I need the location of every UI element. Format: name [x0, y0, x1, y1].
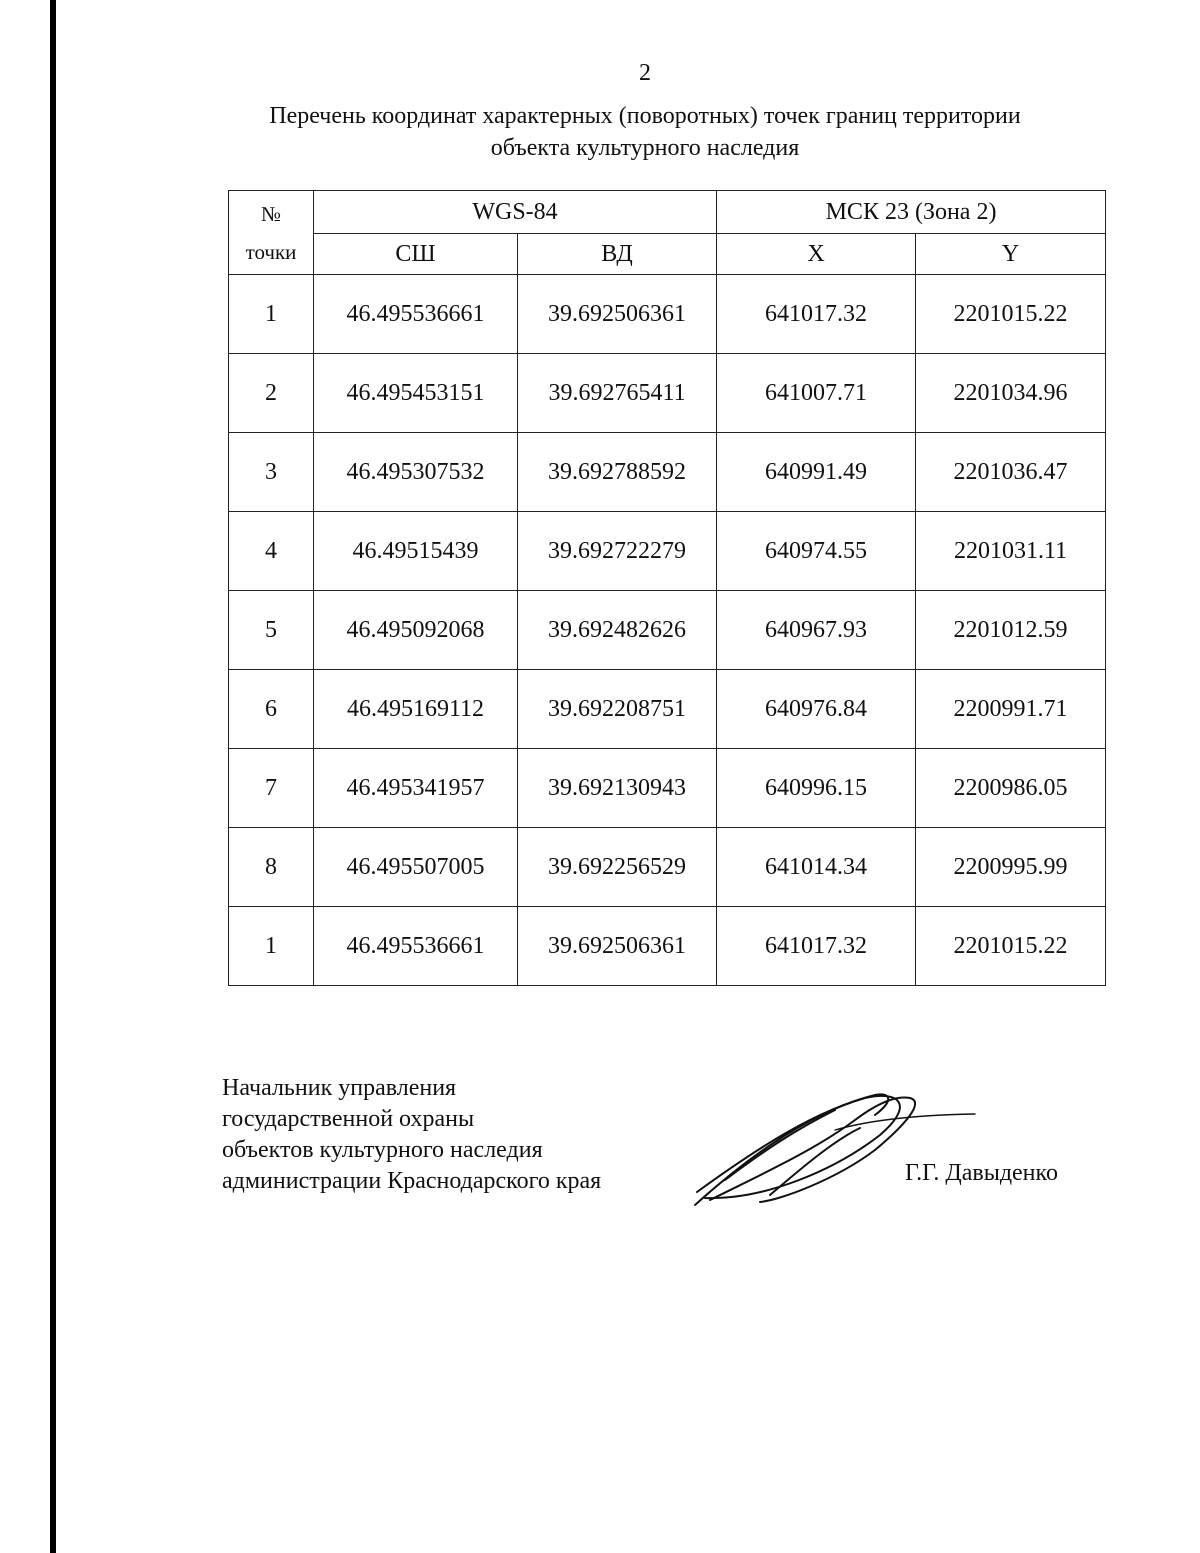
cell-x: 640991.49	[717, 433, 916, 512]
cell-point-number: 8	[229, 828, 314, 907]
header-group-wgs84: WGS-84	[314, 191, 717, 234]
table-row	[229, 670, 1106, 749]
cell-latitude: 46.495307532	[314, 433, 518, 512]
cell-y: 2201015.22	[916, 907, 1106, 986]
page-number: 2	[639, 60, 651, 86]
table-row	[229, 591, 1106, 670]
cell-point-number: 2	[229, 354, 314, 433]
cell-longitude: 39.692506361	[518, 275, 717, 354]
document-title	[160, 100, 1130, 164]
cell-point-number: 1	[229, 907, 314, 986]
cell-x: 640976.84	[717, 670, 916, 749]
cell-longitude: 39.692482626	[518, 591, 717, 670]
cell-longitude: 39.692208751	[518, 670, 717, 749]
table-row	[229, 275, 1106, 354]
signer-position	[222, 1073, 601, 1197]
cell-point-number: 3	[229, 433, 314, 512]
cell-x: 641017.32	[717, 275, 916, 354]
signer-position-line-2: государственной охраны	[222, 1106, 475, 1132]
cell-longitude: 39.692130943	[518, 749, 717, 828]
cell-x: 641007.71	[717, 354, 916, 433]
signer-position-line-3: объектов культурного наследия	[222, 1137, 543, 1163]
cell-latitude: 46.49515439	[314, 512, 518, 591]
title-line-2: объекта культурного наследия	[490, 135, 800, 161]
cell-x: 641014.34	[717, 828, 916, 907]
signer-position-line-1: Начальник управления	[222, 1075, 457, 1101]
cell-longitude: 39.692722279	[518, 512, 717, 591]
cell-longitude: 39.692765411	[518, 354, 717, 433]
table-row	[229, 354, 1106, 433]
cell-x: 640974.55	[717, 512, 916, 591]
cell-x: 640967.93	[717, 591, 916, 670]
coordinates-table-body	[229, 275, 1106, 986]
cell-point-number: 6	[229, 670, 314, 749]
cell-point-number: 5	[229, 591, 314, 670]
cell-y: 2201031.11	[916, 512, 1106, 591]
cell-y: 2201012.59	[916, 591, 1106, 670]
cell-latitude: 46.495169112	[314, 670, 518, 749]
cell-y: 2201015.22	[916, 275, 1106, 354]
cell-latitude: 46.495092068	[314, 591, 518, 670]
cell-x: 641017.32	[717, 907, 916, 986]
cell-point-number: 1	[229, 275, 314, 354]
header-num-sign: №	[260, 201, 282, 226]
cell-longitude: 39.692256529	[518, 828, 717, 907]
cell-latitude: 46.495341957	[314, 749, 518, 828]
cell-longitude: 39.692506361	[518, 907, 717, 986]
header-num-word: точки	[245, 239, 297, 264]
scan-edge-bar	[50, 0, 56, 1553]
cell-y: 2200991.71	[916, 670, 1106, 749]
header-point-number	[229, 191, 314, 275]
cell-longitude: 39.692788592	[518, 433, 717, 512]
handwritten-signature	[685, 1080, 985, 1220]
header-longitude: ВД	[518, 234, 717, 275]
signer-name: Г.Г. Давыденко	[905, 1160, 1058, 1186]
table-row	[229, 749, 1106, 828]
signer-position-line-4: администрации Краснодарского края	[222, 1168, 602, 1194]
cell-latitude: 46.495536661	[314, 907, 518, 986]
table-row	[229, 512, 1106, 591]
coordinates-table	[228, 190, 1106, 986]
cell-x: 640996.15	[717, 749, 916, 828]
cell-y: 2200986.05	[916, 749, 1106, 828]
cell-y: 2201034.96	[916, 354, 1106, 433]
table-row	[229, 828, 1106, 907]
table-row	[229, 433, 1106, 512]
header-latitude: СШ	[314, 234, 518, 275]
cell-point-number: 4	[229, 512, 314, 591]
cell-point-number: 7	[229, 749, 314, 828]
cell-latitude: 46.495507005	[314, 828, 518, 907]
header-group-msk23: МСК 23 (Зона 2)	[717, 191, 1106, 234]
title-line-1: Перечень координат характерных (поворотных) точек границ территории	[269, 103, 1021, 129]
cell-latitude: 46.495453151	[314, 354, 518, 433]
cell-y: 2200995.99	[916, 828, 1106, 907]
header-y: Y	[916, 234, 1106, 275]
table-row	[229, 907, 1106, 986]
header-x: X	[717, 234, 916, 275]
cell-latitude: 46.495536661	[314, 275, 518, 354]
cell-y: 2201036.47	[916, 433, 1106, 512]
